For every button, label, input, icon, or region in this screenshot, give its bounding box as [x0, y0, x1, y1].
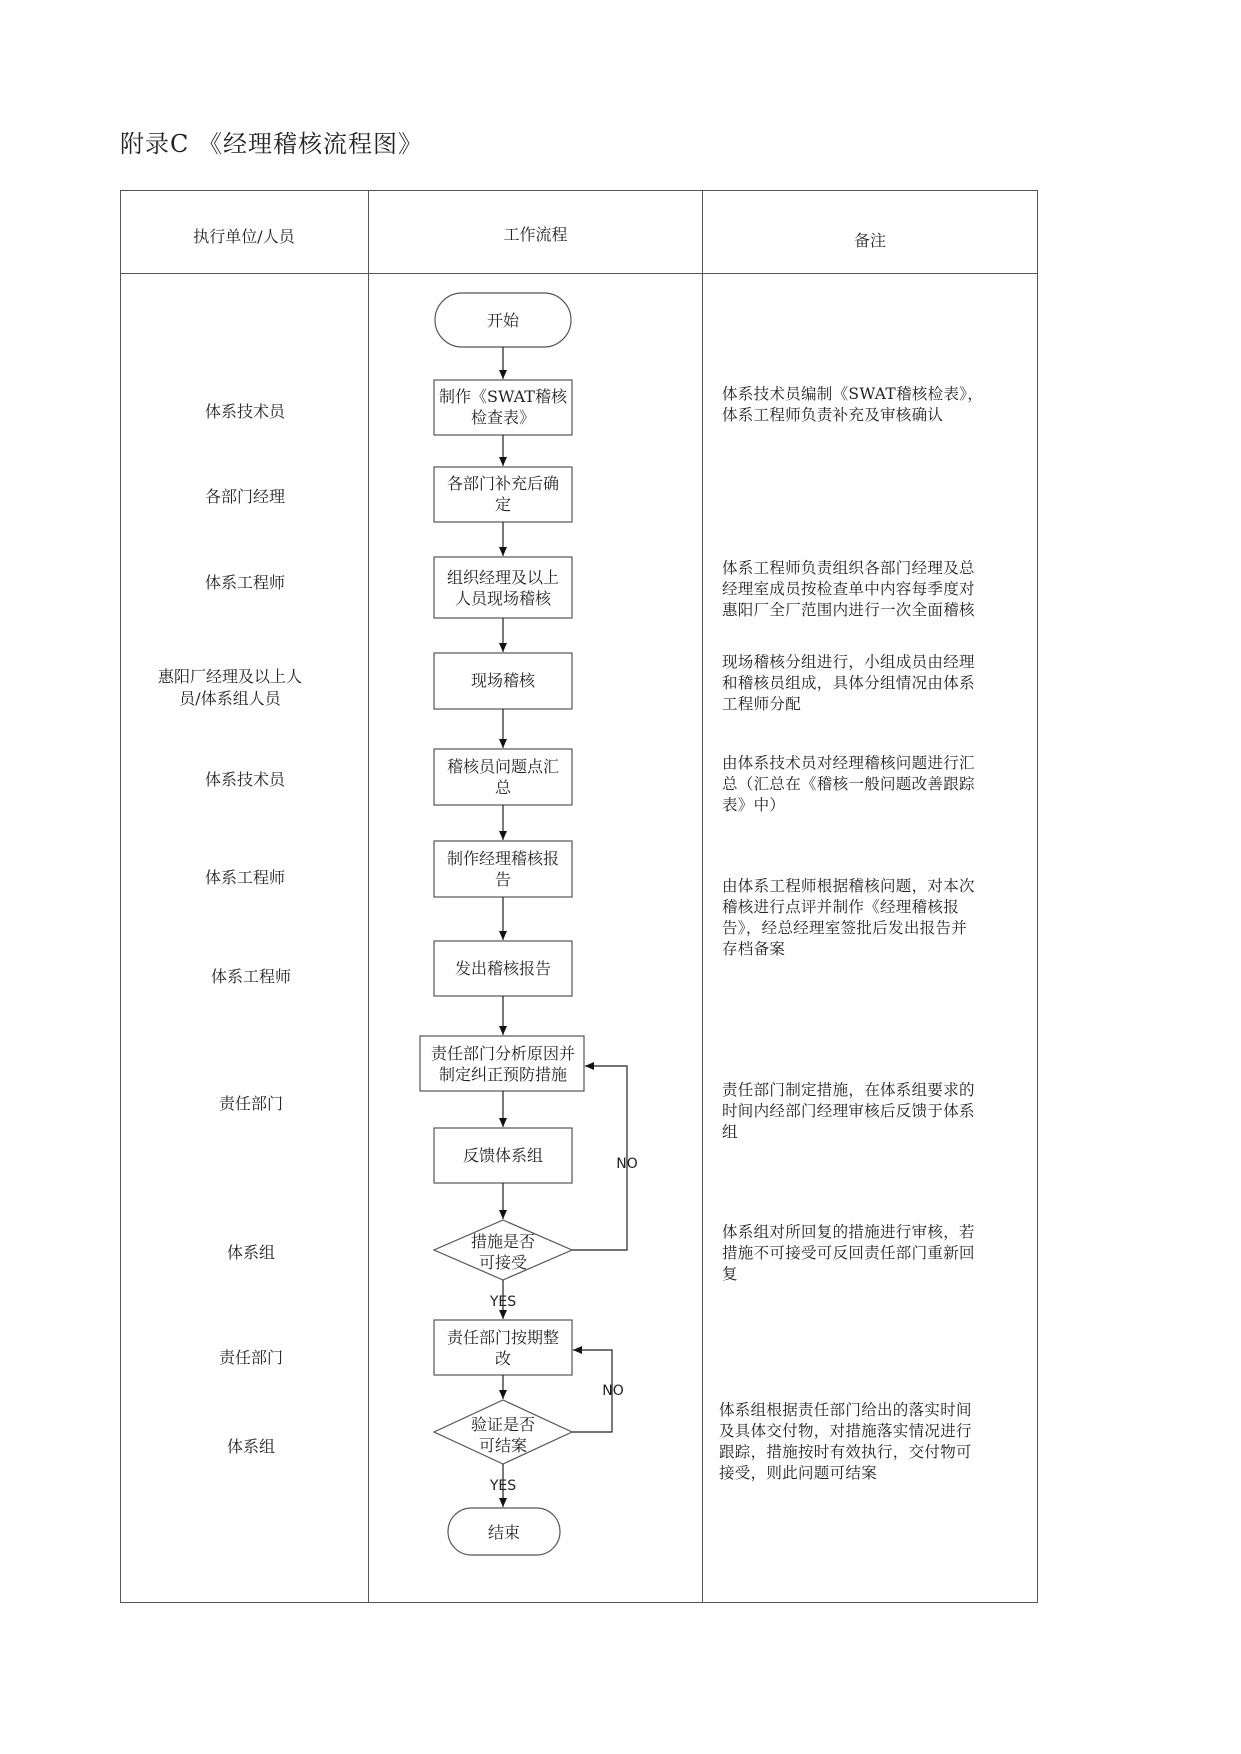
- actor-label: 各部门经理: [204, 487, 285, 506]
- step-label: 责任部门分析原因并: [430, 1044, 576, 1063]
- remark: 体系组根据责任部门给出的落实时间 及具体交付物，对措施落实情况进行 跟踪，措施按时有效执行，交付物可 接受，则此问题可结案: [719, 1401, 972, 1482]
- step-label: 检查表》: [470, 408, 536, 427]
- step-label: 改: [494, 1349, 512, 1368]
- actor-label: 体系工程师: [204, 868, 285, 887]
- step-label: 总: [494, 778, 512, 797]
- actor-label: 责任部门: [218, 1348, 283, 1367]
- process-box: [434, 557, 572, 618]
- header-remarks: 备注: [853, 231, 886, 250]
- actor-label: 体系技术员: [204, 402, 285, 421]
- yes-label: YES: [489, 1294, 517, 1310]
- decision-label: 措施是否: [470, 1232, 536, 1251]
- no-label: NO: [616, 1156, 638, 1172]
- remark: 体系工程师负责组织各部门经理及总 经理室成员按检查单中内容每季度对 惠阳厂全厂范围内进行一次全面稽核: [722, 559, 975, 619]
- step-label: 告: [494, 870, 512, 889]
- decision-label: 可接受: [478, 1253, 528, 1272]
- actor-label: 体系工程师: [204, 573, 285, 592]
- step-label: 制作经理稽核报: [446, 849, 560, 868]
- actor-label: 体系技术员: [204, 770, 285, 789]
- decision-label: 可结案: [478, 1436, 528, 1455]
- header-process: 工作流程: [503, 225, 568, 244]
- step-label: 制作《SWAT稽核: [439, 387, 567, 406]
- step-label: 制定纠正预防措施: [438, 1065, 568, 1084]
- step-label: 人员现场稽核: [454, 589, 552, 608]
- start-label: 开始: [486, 311, 520, 330]
- actor-label: 体系组: [226, 1243, 275, 1262]
- remark: 由体系技术员对经理稽核问题进行汇 总（汇总在《稽核一般问题改善跟踪 表》中）: [722, 754, 975, 814]
- step-label: 责任部门按期整: [446, 1328, 560, 1347]
- step-label: 反馈体系组: [462, 1146, 544, 1165]
- actor-label: 责任部门: [218, 1094, 283, 1113]
- remark: 责任部门制定措施，在体系组要求的 时间内经部门经理审核后反馈于体系 组: [722, 1081, 975, 1141]
- actor-label: 体系组: [226, 1437, 275, 1456]
- remark: 体系技术员编制《SWAT稽核检表》， 体系工程师负责补充及审核确认: [722, 385, 984, 424]
- end-label: 结束: [487, 1523, 521, 1542]
- actor-label: 惠阳厂经理及以上人员/体系组人员: [157, 667, 302, 708]
- remark: 体系组对所回复的措施进行审核，若 措施不可接受可反回责任部门重新回 复: [722, 1223, 975, 1283]
- remark: 由体系工程师根据稽核问题，对本次 稽核进行点评并制作《经理稽核报 告》，经总经理室签批后发出报告并 存档备案: [722, 877, 975, 958]
- step-label: 组织经理及以上: [446, 568, 560, 587]
- header-unit: 执行单位/人员: [193, 227, 295, 246]
- actor-label: 体系工程师: [210, 967, 291, 986]
- step-label: 稽核员问题点汇: [446, 757, 560, 776]
- remark: 现场稽核分组进行，小组成员由经理 和稽核员组成，具体分组情况由体系 工程师分配: [722, 653, 975, 713]
- step-label: 发出稽核报告: [454, 959, 552, 978]
- step-label: 定: [494, 495, 512, 514]
- step-label: 现场稽核: [470, 671, 536, 690]
- decision-label: 验证是否: [470, 1415, 536, 1434]
- page-title: 附录C 《经理稽核流程图》: [120, 130, 423, 158]
- yes-label: YES: [489, 1478, 517, 1494]
- no-label: NO: [602, 1383, 624, 1399]
- step-label: 各部门补充后确: [446, 474, 560, 493]
